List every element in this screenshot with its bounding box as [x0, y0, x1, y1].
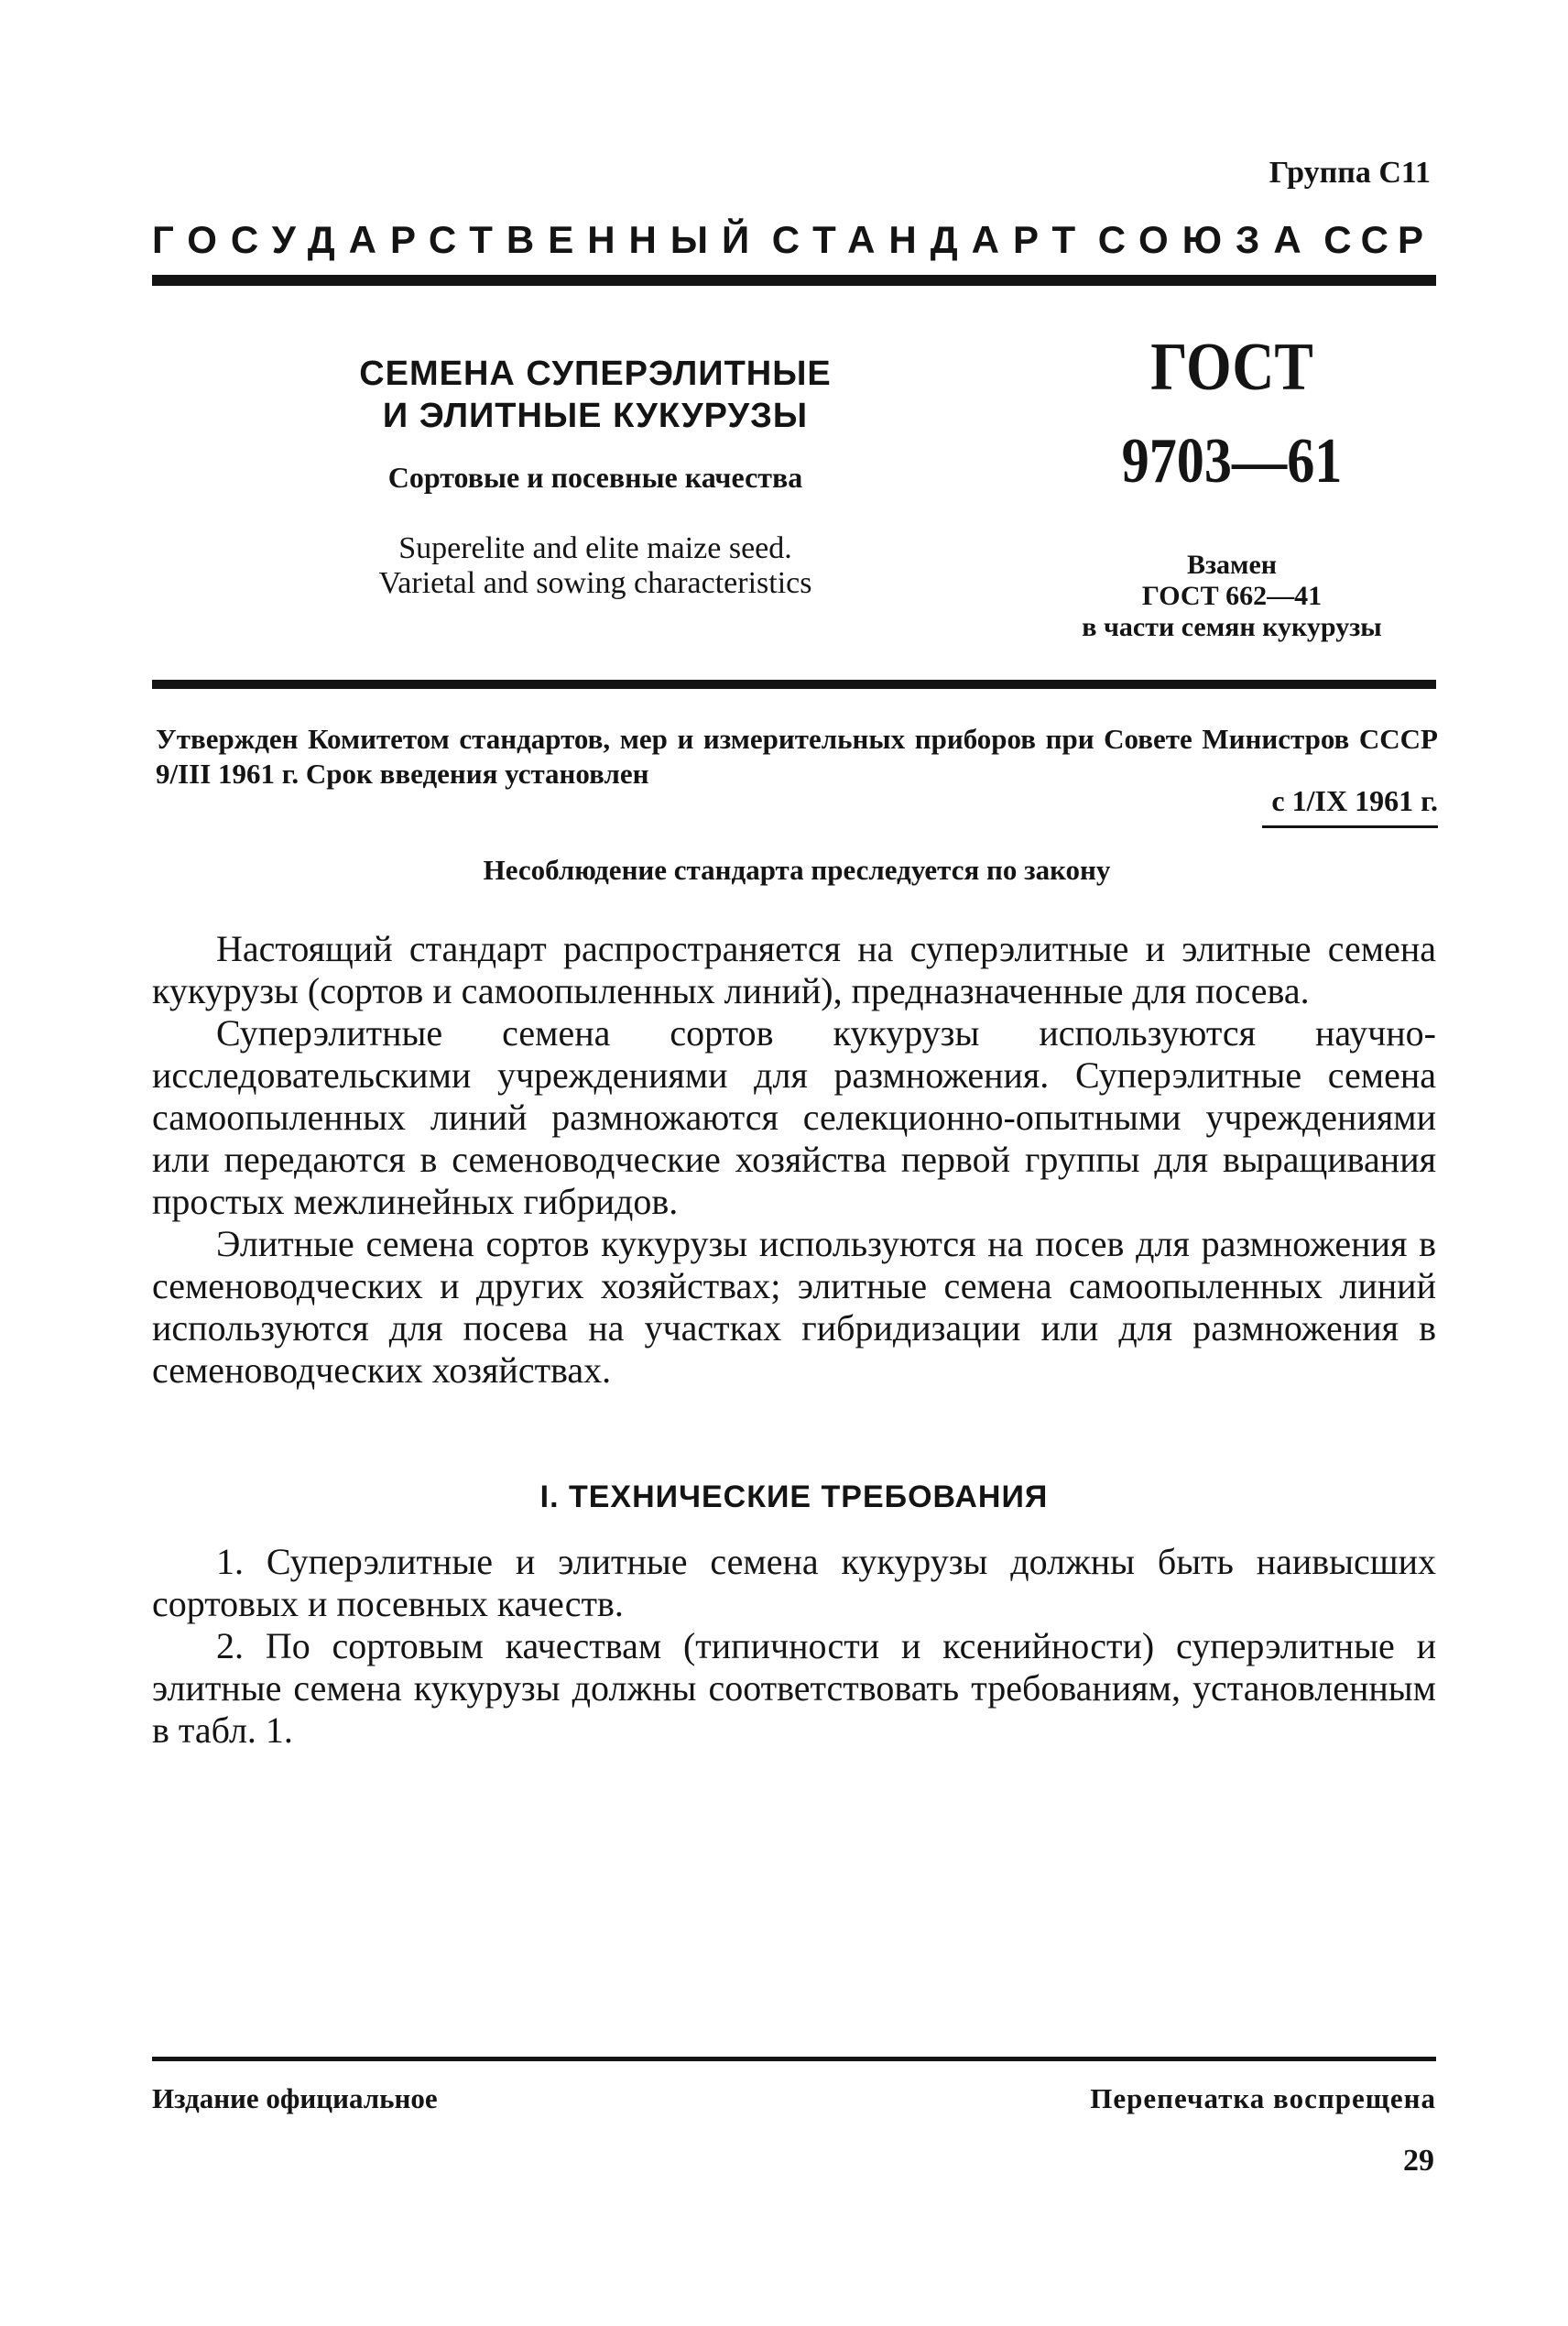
replaces-note: в части семян кукурузы	[1082, 612, 1382, 642]
gost-label: ГОСТ	[1150, 330, 1313, 405]
replaces-info	[1026, 550, 1438, 643]
title-block	[275, 353, 916, 601]
gost-block	[1026, 330, 1438, 643]
english-title-line: Superelite and elite maize seed.	[398, 531, 792, 565]
title-line: СЕМЕНА СУПЕРЭЛИТНЫЕ	[359, 355, 832, 393]
state-standard-heading	[152, 218, 1432, 262]
intro-text	[152, 928, 1436, 1392]
paragraph: 1. Суперэлитные и элитные семена кукурузы должны быть наивысших сортовых и посевных качеств.	[152, 1541, 1436, 1624]
law-notice: Несоблюдение стандарта преследуется по закону	[483, 854, 1111, 886]
replaces-label: Взамен	[1186, 550, 1278, 580]
paragraph: Элитные семена сортов кукурузы используются на посев для размножения в семеноводческих и других хозяйствах; элитные семена самоопыленных линий используются для посева на участках гибридизации или для размножения в семеноводческих хозяйствах.	[152, 1223, 1436, 1391]
top-rule	[152, 275, 1436, 286]
state-standard-word: ГОСУДАРСТВЕННЫЙ	[152, 218, 764, 261]
state-standard-word: СОЮЗА	[1097, 218, 1315, 261]
gost-number: 9703—61	[1121, 426, 1343, 497]
paragraph: Суперэлитные семена сортов кукурузы используются научно-исследовательскими учреждениями для размножения. Суперэлитные семена самоопыленных линий размножаются селекционно-опытными учреждениями или передаются в семеноводческие хозяйства первой группы для выращивания простых межлинейных гибридов.	[152, 1012, 1436, 1222]
approval-text: Утвержден Комитетом стандартов, мер и измерительных приборов при Совете Министров СССР 9/III 1961 г. Срок введения установлен	[156, 723, 1438, 790]
group-code: Группа С11	[1269, 156, 1431, 190]
footer-reprint-notice: Перепечатка воспрещена	[1090, 2082, 1436, 2114]
state-standard-word: ССР	[1323, 218, 1432, 261]
requirements-text	[152, 1541, 1436, 1752]
english-title-line: Varietal and sowing characteristics	[378, 566, 812, 600]
english-title	[275, 531, 916, 601]
middle-rule	[152, 680, 1436, 689]
paragraph: Настоящий стандарт распространяется на суперэлитные и элитные семена кукурузы (сортов и самоопыленных линий), предназначенные для посева.	[152, 928, 1436, 1011]
title-line: И ЭЛИТНЫЕ КУКУРУЗЫ	[382, 397, 809, 435]
footer-edition: Издание официальное	[152, 2082, 438, 2114]
page-number: 29	[1403, 2144, 1434, 2178]
replaces-number: ГОСТ 662—41	[1141, 581, 1323, 611]
footer-rule	[152, 2057, 1436, 2061]
paragraph: 2. По сортовым качествам (типичности и ксенийности) суперэлитные и элитные семена кукурузы должны соответствовать требованиям, установленным в табл. 1.	[152, 1625, 1436, 1751]
subtitle: Сортовые и посевные качества	[387, 461, 803, 494]
section-heading: I. ТЕХНИЧЕСКИЕ ТРЕБОВАНИЯ	[539, 1480, 1049, 1514]
state-standard-word: СТАНДАРТ	[771, 218, 1090, 261]
effective-date: с 1/IX 1961 г.	[1262, 784, 1438, 828]
